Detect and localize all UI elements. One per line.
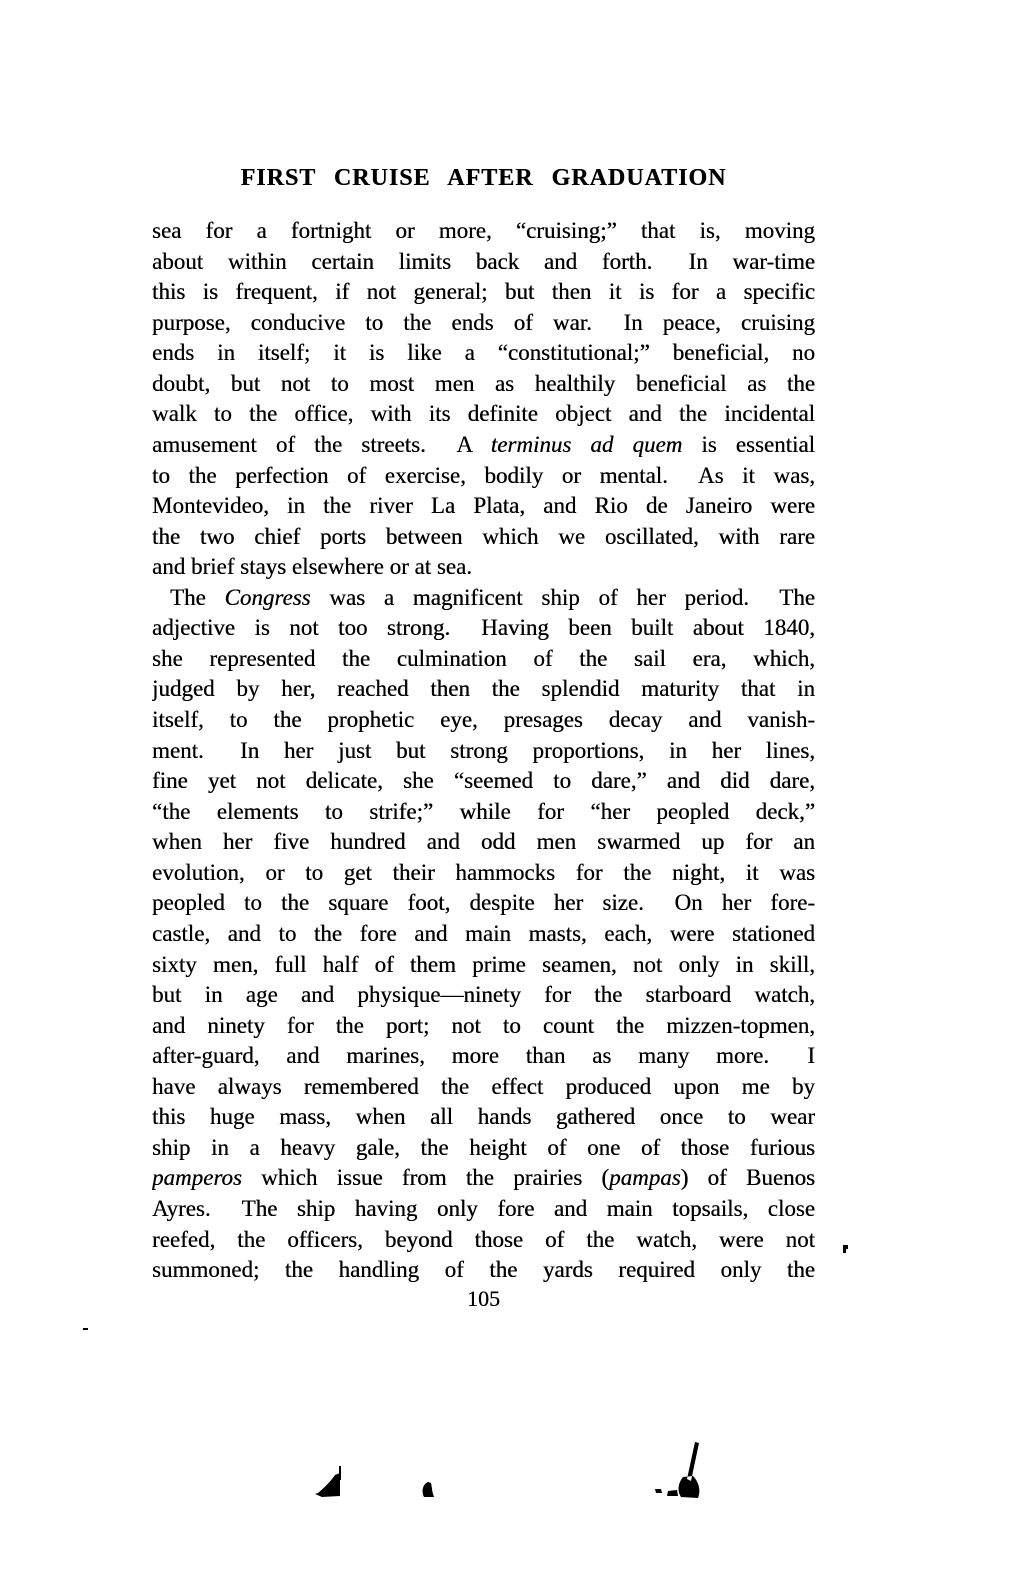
ink-speck-right-margin [843,1245,848,1253]
text-line: peopled to the square foot, despite her size. On her fore- [152,890,815,916]
text-line: amusement of the streets. A terminus ad quem is essential [152,431,815,457]
text-line: about within certain limits back and forth. In war-time [152,248,815,274]
text-line: and brief stays elsewhere or at sea. [152,554,472,580]
text-line: sixty men, full half of them prime seamen, not only in skill, [152,951,815,977]
text-line: she represented the culmination of the sail era, which, [152,645,815,671]
italic-text: Congress [224,584,311,610]
text-line: The Congress was a magnificent ship of her period. The [170,584,815,610]
text-line: itself, to the prophetic eye, presages decay and vanish- [152,707,815,732]
text-line: evolution, or to get their hammocks for the night, it was [152,859,815,885]
text-line: ment. In her just but strong proportions, in her lines, [152,737,815,763]
text-line: Montevideo, in the river La Plata, and Rio de Janeiro were [152,493,815,519]
text-line: “the elements to strife;” while for “her peopled deck,” [152,798,815,824]
text-line: after-guard, and marines, more than as many more. I [152,1043,815,1069]
text-line: doubt, but not to most men as healthily beneficial as the [152,370,815,396]
body-text-block [152,216,815,1286]
text-line: ends in itself; it is like a “constitutional;” beneficial, no [152,340,815,366]
text-line: ship in a heavy gale, the height of one of those furious [152,1134,815,1160]
text-line: this huge mass, when all hands gathered once to wear [152,1104,815,1130]
text-line: but in age and physique—ninety for the starboard watch, [152,982,815,1008]
text-line: when her five hundred and odd men swarmed up for an [152,829,815,855]
text-line: pamperos which issue from the prairies (pampas) of Buenos [152,1165,815,1191]
text-line: this is frequent, if not general; but then it is for a specific [152,279,815,305]
paragraph [152,583,815,1286]
text-line: castle, and to the fore and main masts, each, were stationed [152,920,815,946]
ink-smudge-left [315,1466,341,1497]
text-line: judged by her, reached then the splendid maturity that in [152,676,815,702]
text-line: fine yet not delicate, she “seemed to dare,” and did dare, [152,768,815,794]
ink-smudge-right [655,1442,699,1498]
chapter-header: FIRST CRUISE AFTER GRADUATION [240,165,727,191]
text-line: purpose, conducive to the ends of war. In peace, cruising [152,309,815,335]
text-line: reefed, the officers, beyond those of the watch, were not [152,1226,815,1252]
italic-text: pampas [609,1165,681,1191]
italic-text: terminus ad quem [490,431,683,457]
text-line: have always remembered the effect produced upon me by [152,1073,815,1099]
text-line: sea for a fortnight or more, “cruising;” that is, moving [152,218,815,243]
ink-speck-left-margin [83,1328,88,1330]
text-line: adjective is not too strong. Having been built about 1840, [152,615,815,641]
text-line: Ayres. The ship having only fore and main topsails, close [152,1196,815,1221]
italic-text: pamperos [152,1165,242,1191]
page-number: 105 [467,1286,500,1311]
text-line: walk to the office, with its definite object and the incidental [152,401,815,427]
ink-smudge-center [423,1482,434,1497]
text-line: and ninety for the port; not to count the mizzen-topmen, [152,1012,815,1038]
text-line: to the perfection of exercise, bodily or mental. As it was, [152,462,815,488]
text-line: summoned; the handling of the yards required only the [152,1257,815,1283]
text-line: the two chief ports between which we oscillated, with rare [152,523,815,549]
paragraph [152,216,815,583]
